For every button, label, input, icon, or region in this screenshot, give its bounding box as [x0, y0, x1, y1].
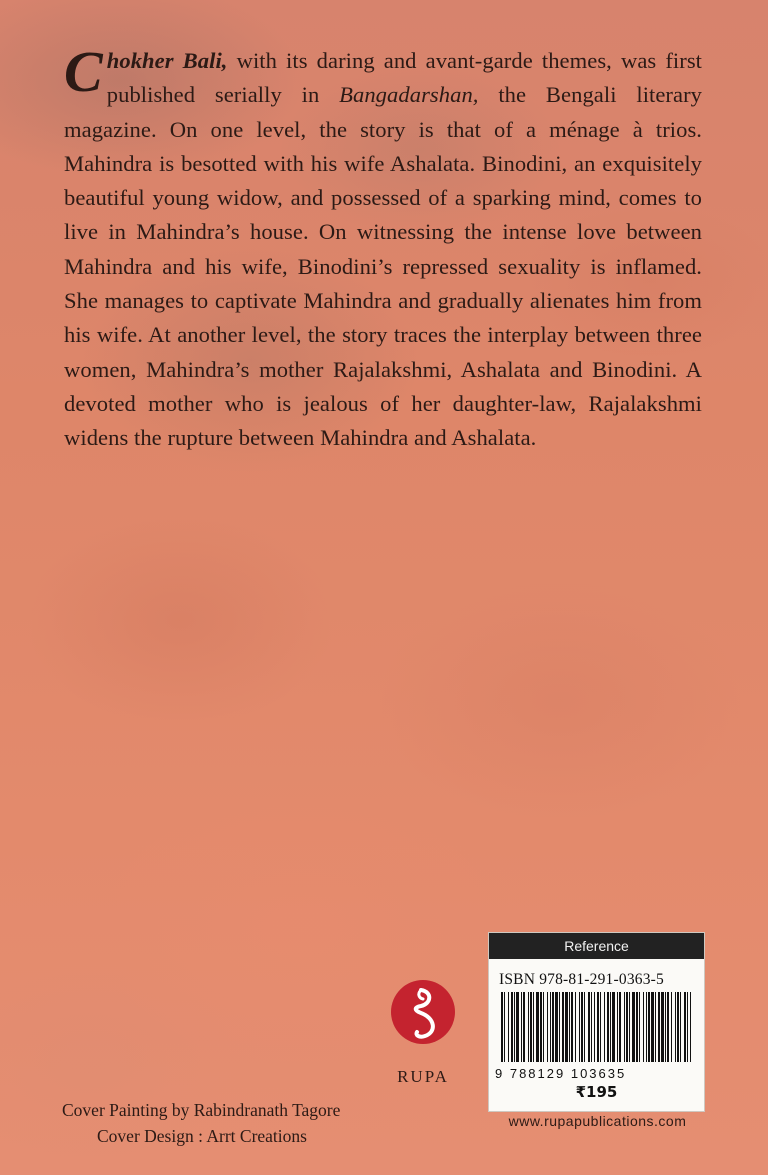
book-title-text: hokher Bali, [106, 48, 228, 73]
isbn-number: ISBN 978-81-291-0363-5 [499, 971, 664, 988]
back-cover-blurb [64, 39, 703, 456]
cover-design-credit: Cover Design : Arrt Creations [97, 1126, 307, 1146]
isbn-barcode-box [488, 932, 705, 1112]
drop-cap-letter: C [64, 39, 103, 104]
category-label: Reference [489, 933, 704, 959]
rupa-logo-circle [391, 980, 455, 1044]
rupa-swirl-icon [391, 980, 455, 1044]
magazine-name-text: Bangadarshan, [339, 82, 479, 108]
barcode-graphic [497, 992, 695, 1066]
cover-painting-credit: Cover Painting by Rabindranath Tagore [62, 1100, 341, 1120]
barcode-digits: 9 788129 103635 [495, 1066, 627, 1081]
price-label: ₹195 [575, 1083, 618, 1101]
cover-credits [62, 1097, 340, 1149]
rupa-logo [389, 980, 469, 1090]
publisher-url: www.rupapublications.com [508, 1113, 687, 1129]
rupa-wordmark: RUPA [397, 1067, 449, 1086]
blurb-text-part1: with its daring and avant-garde themes, was first published serially in [106, 48, 702, 108]
blurb-text-part2: the Bengali literary magazine. On one level, the story is that of a ménage à trios. Mahindra is besotted with his wife Ashalata. Binodini, an exquisitely beautiful young widow, and possessed of a sparking mind, comes to live in Mahindra’s house. On witnessing the intense love between Mahindra and his wife, Binodini’s repressed sexuality is inflamed. She manages to captivate Mahindra and gradually alienates him from his wife. At another level, the story traces the interplay between three women, Mahindra’s mother Rajalakshmi, Ashalata and Binodini. A devoted mother who is jealous of her daughter-law, Rajalakshmi widens the rupture between Mahindra and Ashalata. [64, 82, 703, 451]
